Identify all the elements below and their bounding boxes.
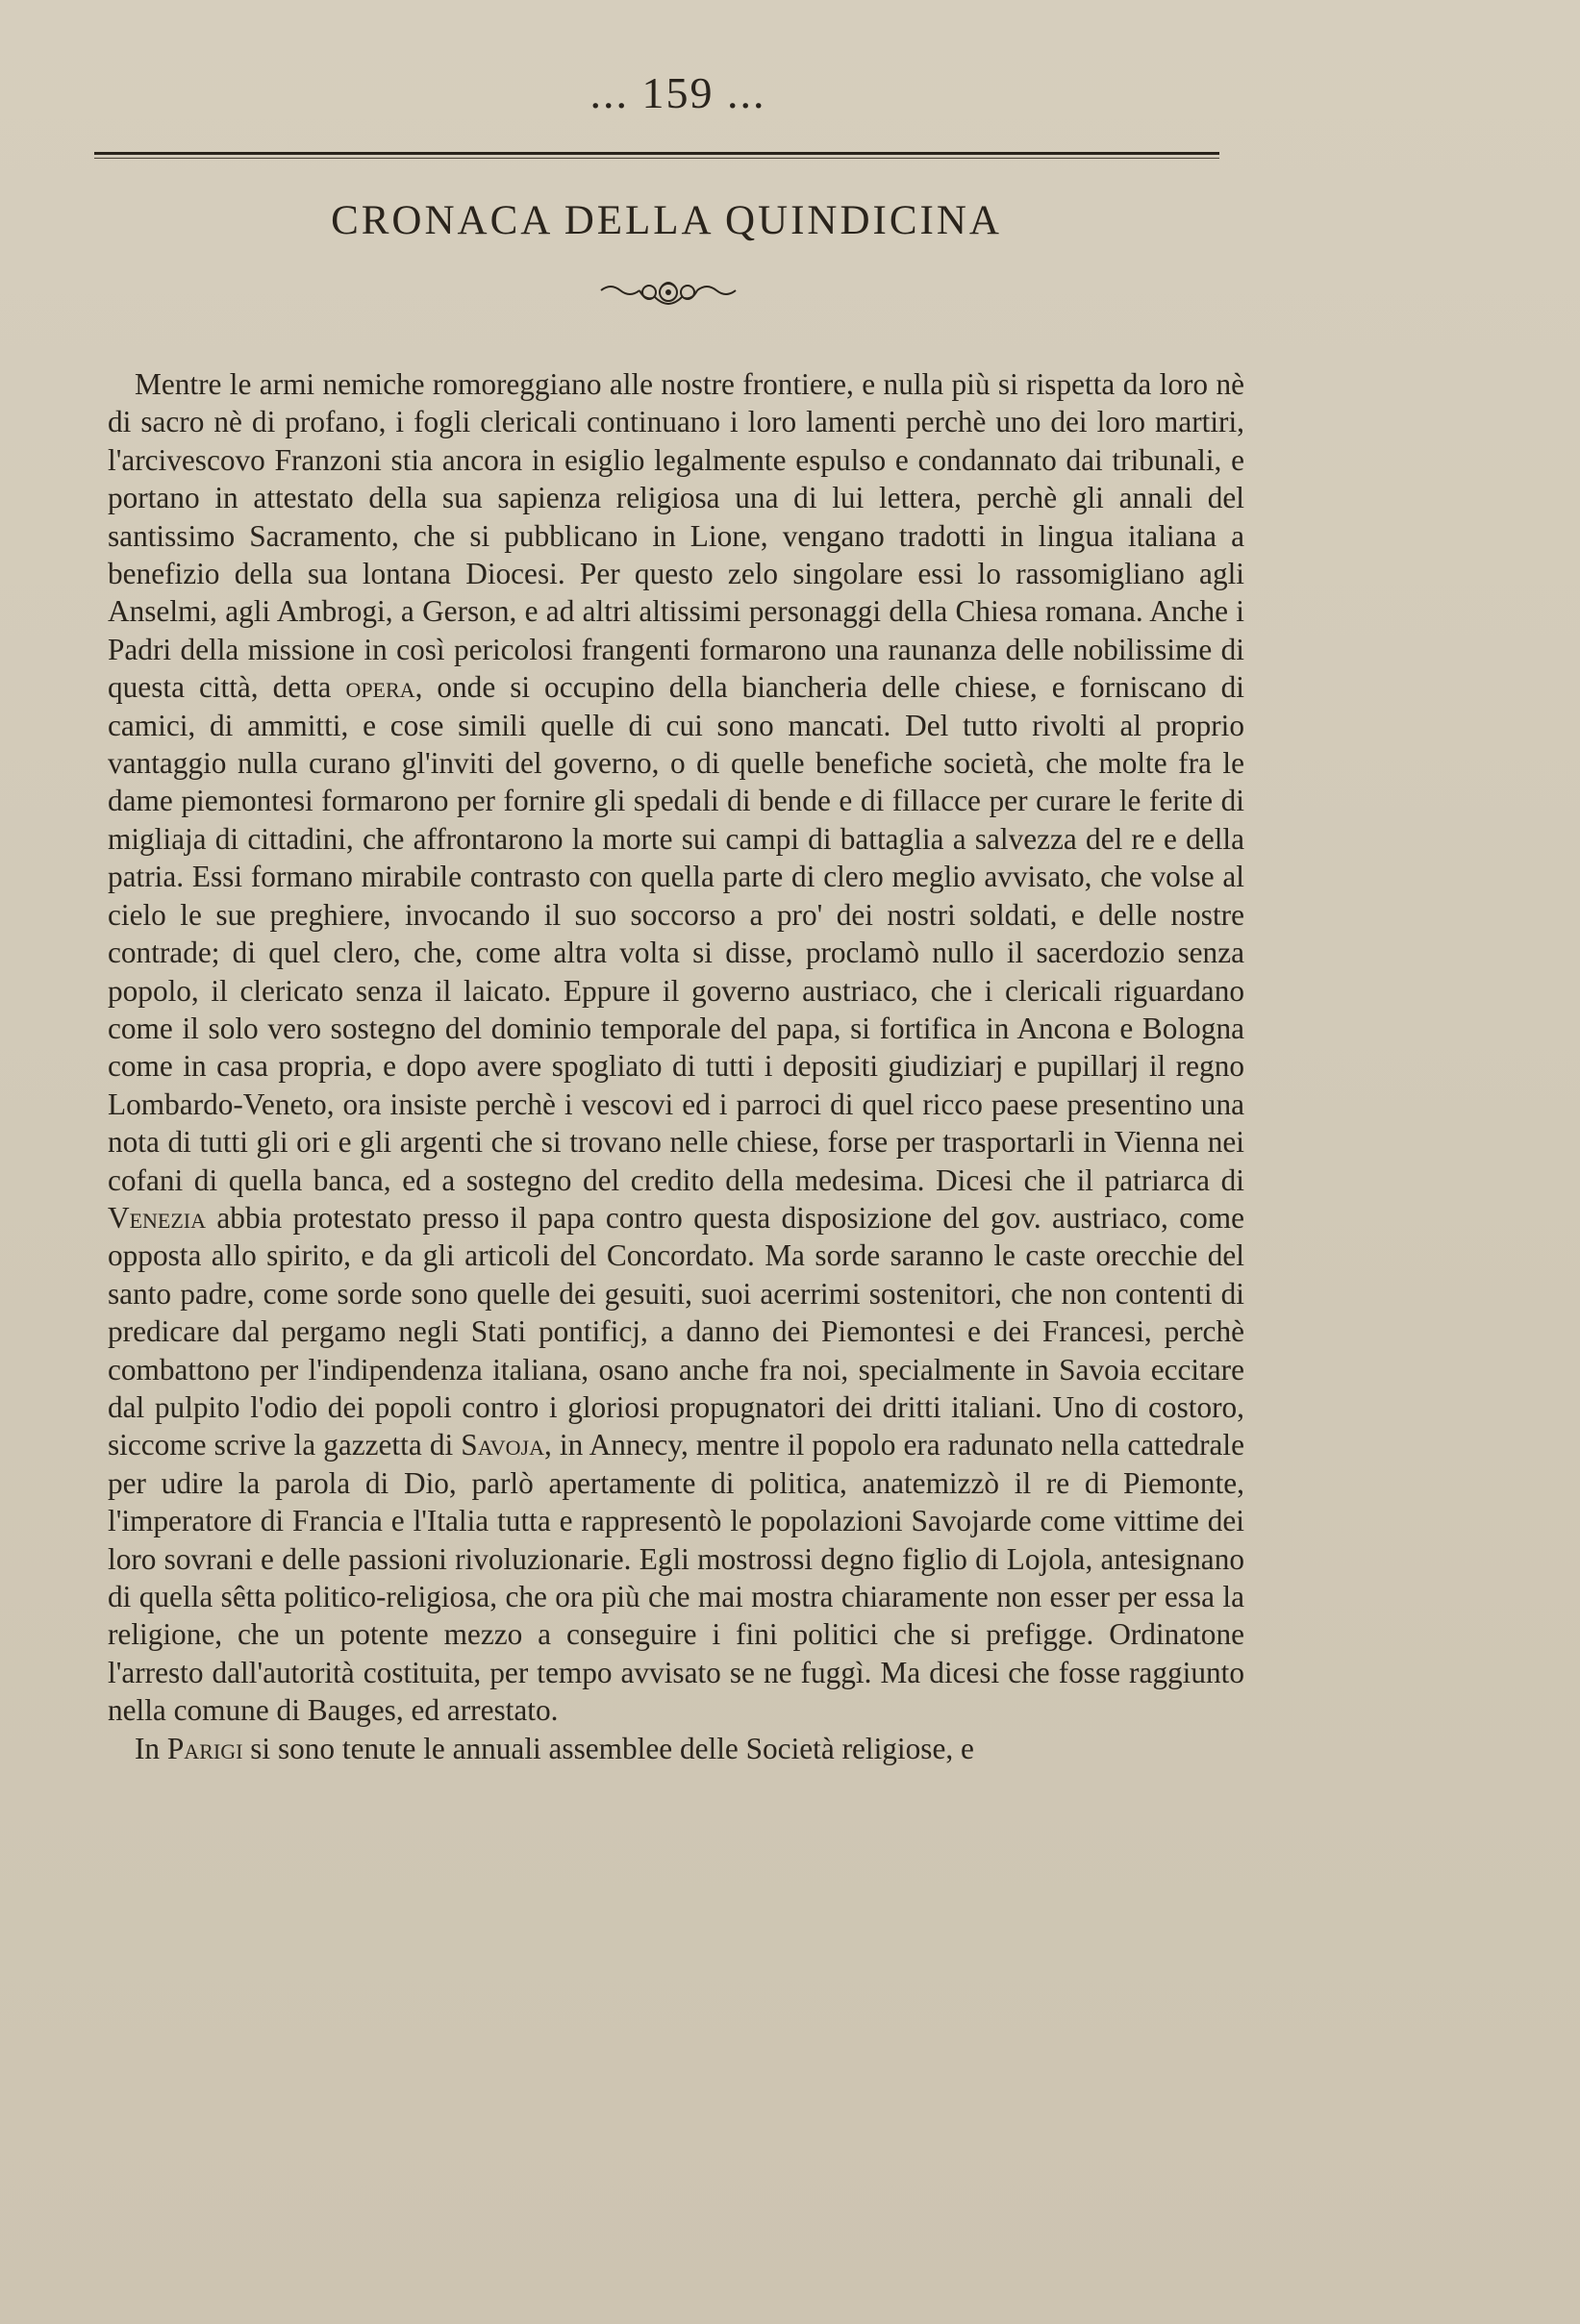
text-segment: si sono tenute le annuali assemblee delle Società religiose, e xyxy=(242,1731,974,1765)
paragraph xyxy=(108,365,1244,1730)
text-segment: abbia protestato presso il papa contro questa disposizione del gov. austriaco, come opposta allo spirito, e da gli articoli del Concordato. Ma sorde saranno le caste orecchie del santo padre, come sorde sono quelle dei gesuiti, suoi acerrimi sostenitori, che non contenti di predicare dal pergamo negli Stati pontificj, a danno dei Piemontesi e dei Francesi, perchè combattono per l'indipendenza italiana, osano anche fra noi, specialmente in Savoia eccitare dal pulpito l'odio dei popoli contro i gloriosi propugnatori dei dritti italiani. Uno di costoro, siccome scrive la gazzetta di xyxy=(108,1200,1244,1462)
small-caps-place: Venezia xyxy=(108,1200,207,1235)
article-title: CRONACA DELLA QUINDICINA xyxy=(331,198,1002,243)
paragraph xyxy=(108,1730,1244,1767)
article-body xyxy=(108,365,1244,1767)
text-segment: In xyxy=(135,1731,167,1765)
header-rule xyxy=(94,152,1219,155)
text-segment: Mentre le armi nemiche romoreggiano alle nostre frontiere, e nulla più si rispetta da loro nè di sacro nè di profano, i fogli clericali continuano i loro lamenti perchè uno dei loro martiri, l'arcivescovo Franzoni stia ancora in esiglio legalmente espulso e condannato dai tribunali, e portano in attestato della sua sapienza religiosa una di lui lettera, perchè gli annali del santissimo Sacramento, che si pubblicano in Lione, vengano tradotti in lingua italiana a benefizio della sua lontana Diocesi. Per questo zelo singolare essi lo rassomigliano agli Anselmi, agli Ambrogi, a Gerson, e ad altri altissimi personaggi della Chiesa romana. Anche i Padri della missione in così pericolosi frangenti formarono una raunanza delle nobilissime di questa città, detta xyxy=(108,367,1244,705)
header-rule-thin xyxy=(94,158,1219,159)
text-segment: , onde si occupino della biancheria delle chiese, e forniscano di camici, di ammitti, e cose simili quelle di cui sono mancati. Del tutto rivolti al proprio vantaggio nulla curano gl'inviti del governo, o di quelle benefiche società, che molte fra le dame piemontesi formarono per fornire gli spedali di bende e di fillacce per curare le ferite di migliaja di cittadini, che affrontarono la morte sui campi di battaglia a salvezza del re e della patria. Essi formano mirabile contrasto con quella parte di clero meglio avvisato, che volse al cielo le sue preghiere, invocando il suo soccorso a pro' dei nostri soldati, e delle nostre contrade; di quel clero, che, come altra volta si disse, proclamò nullo il sacerdozio senza popolo, il clericato senza il laicato. Eppure il governo austriaco, che i clericali riguardano come il solo vero sostegno del dominio temporale del papa, si fortifica in Ancona e Bologna come in casa propria, e dopo avere spogliato di tutti i depositi giudiziarj e pupillarj il regno Lombardo-Veneto, ora insiste perchè i vescovi ed i parroci di quel ricco paese presentino una nota di tutti gli ori e gli argenti che si trovano nelle chiese, forse per trasportarli in Vienna nei cofani di quella banca, ed a sostegno del credito della medesima. Dicesi che il patriarca di xyxy=(108,670,1244,1197)
small-caps-place: Parigi xyxy=(166,1731,243,1765)
decorative-flourish-icon xyxy=(596,279,740,317)
text-segment: , in Annecy, mentre il popolo era radunato nella cattedrale per udire la parola di Dio, parlò apertamente di politica, anatemizzò il re di Piemonte, l'imperatore di Francia e l'Italia tutta e rappresentò le popolazioni Savojarde come vittime dei loro sovrani e delle passioni rivoluzionarie. Egli mostrossi degno figlio di Lojola, antesignano di quella sêtta politico-religiosa, che ora più che mai mostra chiaramente non esser per essa la religione, che un potente mezzo a conseguire i fini politici che si prefigge. Ordinatone l'arresto dall'autorità costituita, per tempo avvisato se ne fuggì. Ma dicesi che fosse raggiunto nella comune di Bauges, ed arrestato. xyxy=(108,1428,1244,1728)
small-caps-term: opera xyxy=(345,670,415,705)
small-caps-place: Savoja xyxy=(461,1428,544,1462)
page-number: ... 159 ... xyxy=(589,68,766,117)
